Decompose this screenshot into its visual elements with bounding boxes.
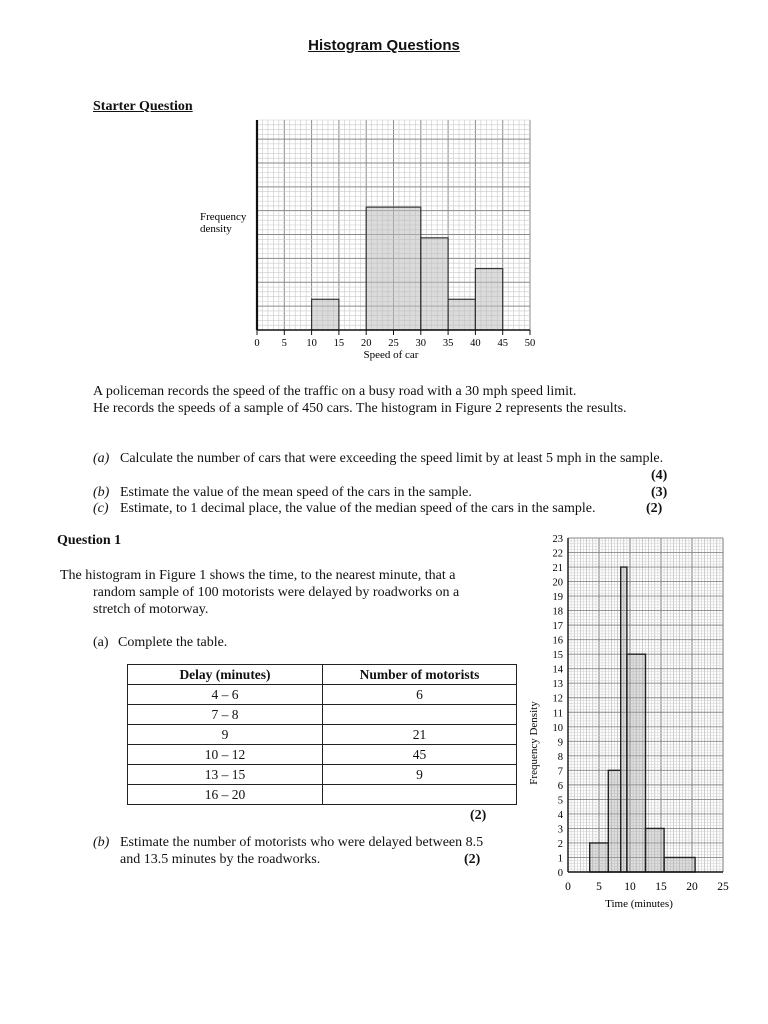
delay-x-tick-label: 0 xyxy=(565,881,571,893)
speed-ylabel-line2: density xyxy=(200,223,232,235)
speed-x-tick-label: 5 xyxy=(281,338,287,349)
delay-y-tick-label: 3 xyxy=(557,824,563,836)
delay-x-tick-label: 20 xyxy=(686,881,698,893)
speed-x-tick-label: 10 xyxy=(306,338,317,349)
delay-y-tick-label: 0 xyxy=(557,868,563,879)
speed-x-tick-label: 0 xyxy=(254,338,260,349)
delay-cell: 7 – 8 xyxy=(128,705,323,725)
starter-intro-line1: A policeman records the speed of the traffic on a busy road with a 30 mph speed limit. xyxy=(93,384,577,399)
delay-bar-3 xyxy=(627,654,646,872)
delay-y-tick-label: 1 xyxy=(557,853,563,865)
delay-table xyxy=(127,664,517,805)
delay-y-tick-label: 21 xyxy=(552,563,563,575)
table-row xyxy=(128,685,517,705)
delay-y-tick-label: 18 xyxy=(552,606,563,618)
delay-x-tick-label: 25 xyxy=(717,881,729,893)
part-b-marks: (3) xyxy=(651,485,668,500)
q1-part-a-text: Complete the table. xyxy=(118,635,228,650)
delay-y-tick-label: 6 xyxy=(557,780,563,792)
delay-y-tick-label: 22 xyxy=(552,548,563,560)
delay-bar-4 xyxy=(646,828,665,872)
q1-part-a-label: (a) xyxy=(93,635,109,650)
speed-bar-1 xyxy=(366,207,421,330)
delay-y-tick-label: 4 xyxy=(557,809,563,821)
speed-x-tick-label: 15 xyxy=(333,338,345,349)
speed-x-tick-label: 35 xyxy=(442,338,454,349)
delay-y-tick-label: 7 xyxy=(557,766,563,778)
delay-cell: 13 – 15 xyxy=(128,765,323,785)
delay-y-tick-label: 10 xyxy=(552,722,563,734)
q1-part-b-text: Estimate the number of motorists who were delayed between 8.5 and 13.5 minutes by the roadworks. xyxy=(120,835,484,867)
delay-bar-5 xyxy=(664,857,695,872)
part-a-label: (a) xyxy=(93,451,110,466)
delay-x-tick-label: 5 xyxy=(596,881,602,893)
speed-ylabel-line1: Frequency xyxy=(200,211,247,223)
delay-y-tick-label: 14 xyxy=(552,664,563,676)
speed-histogram xyxy=(190,110,550,370)
speed-x-tick-label: 20 xyxy=(360,338,372,349)
delay-y-tick-label: 13 xyxy=(552,679,563,691)
part-c-text: Estimate, to 1 decimal place, the value of the median speed of the cars in the sample. xyxy=(120,501,596,516)
table-row xyxy=(128,705,517,725)
part-a-text: Calculate the number of cars that were exceeding the speed limit by at least 5 mph in the sample. xyxy=(120,451,664,466)
speed-x-tick-label: 50 xyxy=(524,338,536,349)
delay-histogram xyxy=(520,528,740,918)
delay-y-tick-label: 11 xyxy=(552,708,563,720)
speed-x-tick-label: 25 xyxy=(388,338,399,349)
speed-x-tick-label: 30 xyxy=(415,338,427,349)
delay-cell: 10 – 12 xyxy=(128,745,323,765)
delay-y-tick-label: 2 xyxy=(557,838,563,850)
part-b-text: Estimate the value of the mean speed of the cars in the sample. xyxy=(120,485,472,500)
table-row xyxy=(128,725,517,745)
table-row xyxy=(128,765,517,785)
delay-x-tick-label: 15 xyxy=(655,881,667,893)
header-motorists: Number of motorists xyxy=(323,665,517,685)
q1-part-b-marks: (2) xyxy=(464,852,481,867)
delay-y-tick-label: 17 xyxy=(552,621,563,633)
table-row xyxy=(128,785,517,805)
speed-x-tick-label: 40 xyxy=(470,338,481,349)
delay-y-tick-label: 9 xyxy=(557,737,563,749)
part-b-label: (b) xyxy=(93,485,110,500)
header-delay: Delay (minutes) xyxy=(128,665,323,685)
speed-bar-0 xyxy=(312,299,339,330)
q1-part-b-label: (b) xyxy=(93,835,110,850)
page-title: Histogram Questions xyxy=(308,37,460,54)
delay-bar-0 xyxy=(590,843,609,872)
delay-x-tick-label: 10 xyxy=(624,881,636,893)
delay-cell: 4 – 6 xyxy=(128,685,323,705)
part-c-label: (c) xyxy=(93,501,109,516)
part-c-marks: (2) xyxy=(646,501,663,516)
speed-x-tick-label: 45 xyxy=(497,338,508,349)
motorists-cell xyxy=(323,705,517,725)
speed-xlabel: Speed of car xyxy=(363,349,419,361)
delay-y-tick-label: 20 xyxy=(552,577,563,589)
delay-y-tick-label: 12 xyxy=(552,693,563,705)
motorists-cell: 45 xyxy=(323,745,517,765)
delay-bar-1 xyxy=(608,770,620,872)
motorists-cell: 21 xyxy=(323,725,517,745)
starter-heading: Starter Question xyxy=(93,99,193,114)
delay-xlabel: Time (minutes) xyxy=(605,898,673,910)
question1-heading: Question 1 xyxy=(57,533,122,548)
delay-y-tick-label: 19 xyxy=(552,592,563,604)
table-row xyxy=(128,745,517,765)
delay-y-tick-label: 16 xyxy=(552,635,563,647)
delay-cell: 9 xyxy=(128,725,323,745)
delay-bar-2 xyxy=(621,567,627,872)
delay-ylabel: Frequency Density xyxy=(528,701,540,785)
delay-y-tick-label: 8 xyxy=(557,751,563,763)
motorists-cell: 6 xyxy=(323,685,517,705)
delay-y-tick-label: 23 xyxy=(552,534,563,545)
speed-bar-3 xyxy=(448,299,475,330)
delay-cell: 16 – 20 xyxy=(128,785,323,805)
question1-intro: The histogram in Figure 1 shows the time, to the nearest minute, that a random sample of 100 motorists were delayed by roadworks on a stretch of motorway. xyxy=(60,568,460,617)
q1-part-a-marks: (2) xyxy=(470,808,487,823)
motorists-cell xyxy=(323,785,517,805)
delay-y-tick-label: 5 xyxy=(557,795,563,807)
motorists-cell: 9 xyxy=(323,765,517,785)
speed-bar-2 xyxy=(421,238,448,330)
starter-intro-line2: He records the speeds of a sample of 450 cars. The histogram in Figure 2 represents the results. xyxy=(93,401,627,416)
part-a-marks: (4) xyxy=(651,468,668,483)
table-header-row xyxy=(128,665,517,685)
speed-bar-4 xyxy=(475,269,502,330)
question1-part-a xyxy=(93,634,227,651)
delay-y-tick-label: 15 xyxy=(552,650,563,662)
